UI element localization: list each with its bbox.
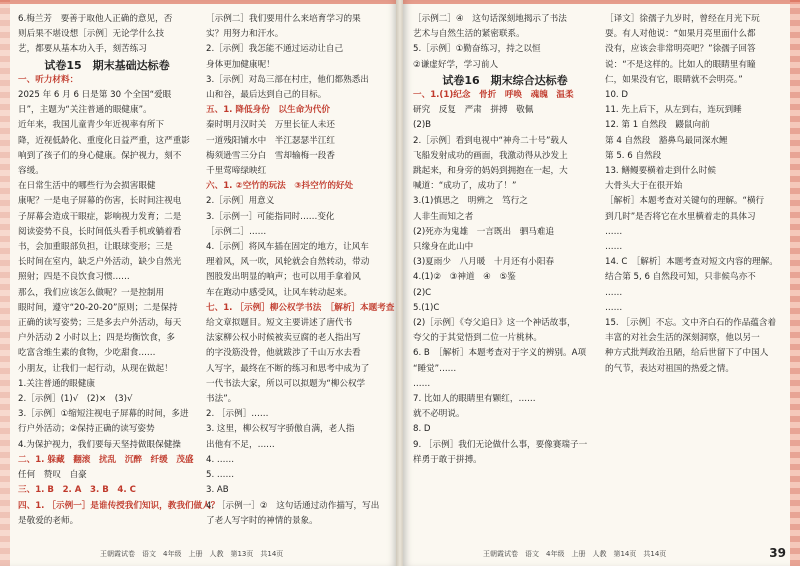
answer-line: 飞船发射成功的画面，我激动得从沙发上 xyxy=(413,150,568,161)
answer-line: 行户外活动；②保持正确的读写姿势 xyxy=(18,424,155,435)
section-heading: 五、1. 降低身份 以生命为代价 xyxy=(206,105,330,116)
answer-line: 3. AB xyxy=(206,485,229,496)
answer-line: (2)［示例］《夸父追日》这一个神话故事， xyxy=(413,318,576,329)
answer-line: …… xyxy=(413,378,431,389)
answer-line: 2025 年 6 月 6 日是第 30 个全国“爱眼 xyxy=(18,90,172,101)
answer-line: 11. 先上后下，从左到右，连玩到睡 xyxy=(605,105,742,116)
answer-line: 2. ［示例］…… xyxy=(206,409,269,420)
answer-line: 康呢？一是电子屏幕的伤害，长时间注视电 xyxy=(18,196,182,207)
section-heading: 一、1.(1)纪念 骨折 呼唤 魂魄 温柔 xyxy=(413,90,574,101)
answer-line: 书，会加重眼部负担，让眼球变形；三是 xyxy=(18,242,173,253)
answer-line: 5.［示例］①勤奋练习，持之以恒 xyxy=(413,44,541,55)
answer-line: (2)C xyxy=(413,287,432,298)
answer-line: 第 5. 6 自然段 xyxy=(605,150,662,161)
answer-line: 法家柳公权小时候被卖豆腐的老人指出写 xyxy=(206,333,361,344)
exam-title: 试卷16 期末综合达标卷 xyxy=(442,73,568,87)
answer-line: 3.［示例］①缩短注视电子屏幕的时间，多进 xyxy=(18,409,189,420)
answer-line: 小朋友，让我们一起行动，从现在做起！ xyxy=(18,363,173,374)
answer-line: 是敬爱的老师。 xyxy=(18,515,79,526)
top-decoration xyxy=(0,0,397,4)
section-heading: 一、听力材料： xyxy=(18,74,79,85)
answer-line: 3.(1)慎思之 明辨之 笃行之 xyxy=(413,196,528,207)
answer-column-4 xyxy=(605,12,781,540)
answer-line: ［示例二］我们要用什么来培育学习的果 xyxy=(206,14,361,24)
answer-line: 3.［示例一］可能指同时……变化 xyxy=(206,211,335,222)
answer-line: 车在跑动中感受风，让风车转动起来。 xyxy=(206,287,353,298)
answer-line: 给文章拟题目。短文主要讲述了唐代书 xyxy=(206,318,353,329)
answer-line: (3)夏雨少 八月暖 十月还有小阳春 xyxy=(413,257,555,268)
answer-line: 结合第 5, 6 自然段可知，只非候鸟亦不 xyxy=(605,272,756,283)
answer-line: 2.［示例］看到电视中“神舟二十号”载人 xyxy=(413,135,568,146)
answer-line: 实？用努力和汗水。 xyxy=(206,29,284,40)
answer-line: 图股发出明显的响声；也可以用手拿着风 xyxy=(206,272,361,283)
answer-line: 6. B ［解析］本题考查对于字义的辨别。A项 xyxy=(413,348,587,359)
answer-line: 10. D xyxy=(605,90,629,101)
answer-line: ②谦虚好学，学习前人 xyxy=(413,59,499,70)
answer-line: 喊道：“成功了，成功了！” xyxy=(413,181,517,192)
answer-line: 梅须逊雪三分白 雪却输梅一段香 xyxy=(206,150,335,161)
answer-line: 在日常生活中的哪些行为会损害眼健 xyxy=(18,181,156,192)
answer-line: 夸父的于其觉悟到二位一片桃林。 xyxy=(413,333,542,344)
section-heading: 四、1. ［示例一］是谁传授我们知识，教我们做人？ xyxy=(18,500,220,511)
answer-line: 吃富含维生素的食物，少吃甜食…… xyxy=(18,348,156,359)
answer-line: 没有，应该会非常明亮吧？”徐孺子回答 xyxy=(605,44,756,55)
answer-line: 户外活动 2 小时以上；四是均衡饮食，多 xyxy=(18,333,176,344)
answer-column-2 xyxy=(206,12,395,540)
answer-line: 响到了孩子们的身心健康。保护视力，刻不 xyxy=(18,150,182,161)
answer-line: 5. …… xyxy=(206,470,235,481)
right-edge-decoration xyxy=(790,0,800,566)
answer-line: …… xyxy=(605,287,623,298)
answer-line: 4.(1)② ③神道 ④ ⑤鉴 xyxy=(413,272,516,283)
answer-column-3 xyxy=(413,12,597,540)
answer-line: ［解析］本题考查对关键句的理解。“横行 xyxy=(605,196,765,207)
answer-line: 3. 这里，柳公权写字骄傲自满，老人指 xyxy=(206,424,355,435)
answer-line: 丰富的对社会生活的深刻洞察，他以另一 xyxy=(605,333,760,344)
answer-line: 身体更加健康呢！ xyxy=(206,59,275,70)
answer-line: “睡觉”…… xyxy=(413,363,457,374)
answer-line: 一道残阳铺水中 半江瑟瑟半江红 xyxy=(206,135,335,146)
answer-line: 13. 鳝鳗要横着走到什么时候 xyxy=(605,166,716,177)
answer-line: 任何 赞叹 自豪 xyxy=(18,470,87,481)
answer-line: 照射；四是不良饮食习惯…… xyxy=(18,272,130,283)
answer-line: 大骨头大于在很开始 xyxy=(605,181,683,192)
answer-line: 到几时”是否将它在水里横着走的具体习 xyxy=(605,211,756,222)
answer-line: 3.［示例］对岛三部在村庄，他们都熟悉出 xyxy=(206,74,369,85)
answer-line: 5.(1)C xyxy=(413,302,440,313)
section-heading: 六、1. ②空竹的玩法 ③抖空竹的好处 xyxy=(206,181,354,192)
answer-line: 耍。有人对他说：“如果月亮里面什么都 xyxy=(605,29,756,40)
answer-line: 了老人写字时的神情的景象。 xyxy=(206,515,318,526)
answer-line: 2.［示例］(1)√ (2)× (3)√ xyxy=(18,394,133,405)
answer-line: (2)死亦为鬼雄 一言既出 驷马难追 xyxy=(413,226,555,237)
left-page xyxy=(0,0,397,566)
answer-line: 仁，如果没有它，眼睛就不会明亮。” xyxy=(605,74,743,85)
answer-line: 长时间在室内，缺乏户外活动，缺少自然光 xyxy=(18,257,182,268)
answer-line: 2.［示例］用意义 xyxy=(206,196,275,207)
answer-line: 14. C ［解析］本题考查对短文内容的理解。 xyxy=(605,257,778,268)
right-page xyxy=(403,0,800,566)
answer-line: 秦时明月汉时关 万里长征人未还 xyxy=(206,120,335,131)
answer-line: …… xyxy=(605,242,623,253)
section-heading: 三、1. B 2. A 3. B 4. C xyxy=(18,485,136,496)
left-page-footer: 王朝霞试卷 语文 4年级 上册 人教 第13页 共14页 xyxy=(100,550,284,558)
answer-line: 理着风，风一吹，风轮就会自然转动，带动 xyxy=(206,257,370,268)
answer-line: 近年来，我国儿童青少年近视率有所下 xyxy=(18,120,165,131)
answer-line: 1.关注普通的眼健康 xyxy=(18,378,95,389)
section-heading: 二、1. 躲藏 翻滚 扰乱 沉醉 纤缓 茂盛 xyxy=(18,454,194,465)
right-page-footer: 王朝霞试卷 语文 4年级 上册 人教 第14页 共14页 xyxy=(483,550,667,558)
answer-line: ［示例二］…… xyxy=(206,226,267,237)
answer-line: 阅读姿势不良，长时间低头看手机或躺着看 xyxy=(18,226,182,237)
answer-line: ［译文］徐孺子九岁时，曾经在月光下玩 xyxy=(605,14,760,24)
answer-line: 只缘身在此山中 xyxy=(413,242,474,253)
answer-line: 眼时间，遵守“20-20-20”原则；二是保持 xyxy=(18,302,178,313)
answer-line: 第 4 自然段 豁鼻鸟最同深水鲤 xyxy=(605,135,728,146)
answer-line: 正确的读写姿势；三是多去户外活动，每天 xyxy=(18,318,182,329)
answer-line: 种方式批判政治丑陋，给后世留下了中国人 xyxy=(605,348,769,359)
answer-line: 4. …… xyxy=(206,454,235,465)
answer-line: 就不必明说。 xyxy=(413,409,465,420)
answer-line: 容缓。 xyxy=(18,166,44,177)
answer-line: 艺，都要从基本功入手，刻苦练习 xyxy=(18,44,147,55)
answer-line: 日”，主题为“关注普通的眼健康”。 xyxy=(18,105,152,116)
answer-line: 9. ［示例］我们无论做什么事，要像赛瑞子一 xyxy=(413,439,588,450)
answer-line: 则后果不堪设想［示例］无论学什么技 xyxy=(18,29,165,40)
answer-line: 4.［示例］将风车插在固定的地方，让风车 xyxy=(206,242,369,253)
answer-line: 的气节，表达对祖国的热爱之情。 xyxy=(605,363,734,374)
answer-line: 研究 反复 严肃 拼搏 敬佩 xyxy=(413,105,534,116)
answer-line: 人非生而知之者 xyxy=(413,211,474,222)
answer-line: 6.梅兰芳 要善于取他人正确的意见，否 xyxy=(18,14,173,24)
answer-line: 书法”。 xyxy=(206,394,237,405)
answer-line: 山和谷，最后达到自己的目标。 xyxy=(206,90,327,101)
answer-line: 2.［示例］我怎能不通过运动让自己 xyxy=(206,44,344,55)
answer-line: 出他有不足，…… xyxy=(206,439,275,450)
answer-line: 那么，我们应该怎么做呢？一是控制用 xyxy=(18,287,165,298)
answer-line: 4.为保护视力，我们要每天坚持做眼保健操 xyxy=(18,439,181,450)
answer-line: …… xyxy=(605,302,623,313)
answer-line: 人写字，最终在不断的练习和思考中成为了 xyxy=(206,363,370,374)
page-number: 39 xyxy=(769,546,786,560)
answer-line: 艺术与自然生活的紧密联系。 xyxy=(413,29,525,40)
section-heading: 七、1. ［示例］柳公权学书法 ［解析］本题考查 xyxy=(206,302,395,313)
answer-line: 一代书法大家，所以可以拟题为“柳公权学 xyxy=(206,378,366,389)
answer-line: 说：“不是这样的。比如人的眼睛里有瞳 xyxy=(605,59,756,70)
answer-line: (2)B xyxy=(413,120,432,131)
answer-line: 7. 比如人的眼睛里有颗红，…… xyxy=(413,394,536,405)
answer-line: 的字没筋没骨，他就跋涉了千山万水去看 xyxy=(206,348,361,359)
exam-title: 试卷15 期末基础达标卷 xyxy=(44,58,170,72)
answer-line: 4. ［示例一］② 这句话通过动作描写，写出 xyxy=(206,500,380,511)
answer-line: 8. D xyxy=(413,424,431,435)
answer-line: 子屏幕会造成干眼症，影响视力发育；二是 xyxy=(18,211,182,222)
left-edge-decoration xyxy=(0,0,10,566)
top-decoration-right xyxy=(403,0,800,4)
answer-line: …… xyxy=(605,226,623,237)
answer-line: 12. 第 1 自然段 鼹鼠向前 xyxy=(605,120,710,131)
answer-line: ［示例二］④ 这句话深刻地揭示了书法 xyxy=(413,14,567,24)
answer-line: 样勇于敢于拼搏。 xyxy=(413,454,482,465)
answer-line: 降，近视低龄化、重度化日益严重，这严重影 xyxy=(18,135,190,146)
answer-line: 跳起来，和身旁的妈妈到拥抱在一起，大 xyxy=(413,166,568,177)
answer-line: 15. ［示例］不忘。文中齐白石的作品蕴含着 xyxy=(605,318,777,329)
answer-line: 千里莺啼绿映红 xyxy=(206,166,267,177)
